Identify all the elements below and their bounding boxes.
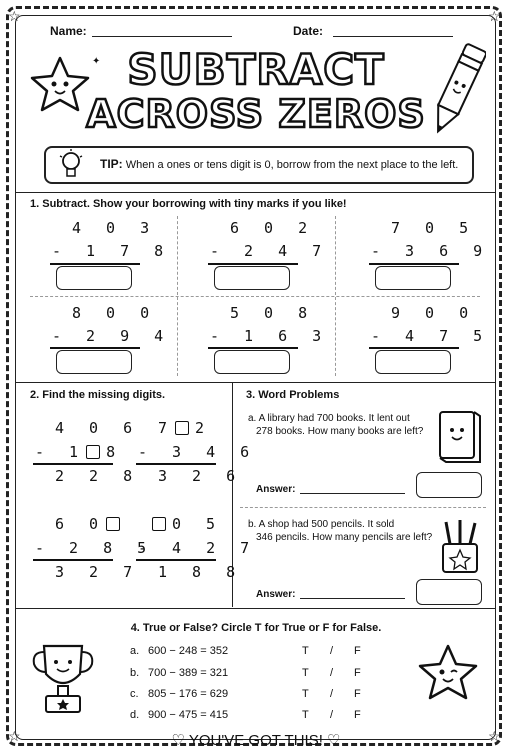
heart-icon: ♡ [327, 732, 341, 749]
true-option[interactable]: T [302, 667, 309, 679]
word-problem-b-line1: b. A shop had 500 pencils. It sold [248, 519, 395, 530]
tf-label: d. [130, 709, 140, 721]
problem-bottom: - 3 6 9 [371, 242, 491, 260]
false-option[interactable]: F [354, 667, 361, 679]
answer-box[interactable] [375, 350, 451, 374]
answer-rule [136, 559, 216, 561]
problem-top: 4 0 3 [72, 219, 158, 237]
corner-star-icon: ☆ [8, 8, 21, 24]
answer-rule [369, 347, 459, 349]
missing-bottom: - 1 8 [35, 443, 124, 461]
missing-result: 3 2 6 [158, 467, 244, 485]
true-option[interactable]: T [302, 709, 309, 721]
answer-rule [33, 559, 113, 561]
missing-digit-box[interactable] [86, 445, 100, 459]
problem-bottom: - 2 4 7 [210, 242, 330, 260]
problem-bottom: - 4 7 5 [371, 327, 491, 345]
missing-result: 2 2 8 [55, 467, 141, 485]
problem-bottom: - 2 9 4 [52, 327, 172, 345]
answer-rule [208, 347, 298, 349]
missing-top: 6 0 [55, 515, 126, 533]
answer-box[interactable] [416, 472, 482, 498]
section4-title: 4. True or False? Circle T for True or F for False. [130, 622, 382, 634]
section1-title: 1. Subtract. Show your borrowing with tiny marks if you like! [30, 198, 347, 210]
missing-bottom: - 3 4 6 [138, 443, 258, 461]
word-problem-b-line2: 346 pencils. How many pencils are left? [256, 532, 433, 543]
date-line[interactable] [333, 36, 453, 37]
corner-star-icon: ☆ [488, 8, 501, 24]
section2-title: 2. Find the missing digits. [30, 389, 166, 401]
divider [16, 192, 495, 193]
tip-label: TIP: [100, 157, 123, 171]
tf-equation: 805 − 176 = 629 [148, 688, 229, 700]
answer-box[interactable] [375, 266, 451, 290]
answer-box[interactable] [214, 350, 290, 374]
title-line-1: SUBTRACT [127, 45, 385, 94]
star-character-icon [416, 642, 480, 704]
answer-rule [33, 463, 113, 465]
tf-equation: 600 − 248 = 352 [148, 645, 229, 657]
tf-equation: 700 − 389 = 321 [148, 667, 229, 679]
pencil-cup-icon [438, 518, 484, 576]
section3-title: 3. Word Problems [246, 389, 340, 401]
corner-star-icon: ☆ [488, 728, 501, 744]
pencil-character-icon [430, 42, 486, 140]
problem-bottom: - 1 7 8 [52, 242, 172, 260]
name-line[interactable] [92, 36, 232, 37]
missing-top: 4 0 6 [55, 419, 141, 437]
missing-digit-box[interactable] [175, 421, 189, 435]
false-option[interactable]: F [354, 645, 361, 657]
corner-star-icon: ☆ [8, 728, 21, 744]
lightbulb-icon [58, 148, 84, 182]
problem-top: 8 0 0 [72, 304, 158, 322]
answer-label: Answer: [256, 484, 296, 495]
answer-box[interactable] [416, 579, 482, 605]
problem-top: 5 0 8 [230, 304, 316, 322]
divider [16, 382, 495, 383]
problem-top: 9 0 0 [391, 304, 477, 322]
missing-bottom: - 2 8 5 [35, 539, 155, 557]
tip-body: When a ones or tens digit is 0, borrow from the next place to the left. [125, 159, 459, 171]
trophy-icon [28, 640, 98, 722]
tf-label: c. [130, 688, 139, 700]
answer-rule [208, 263, 298, 265]
heart-icon: ♡ [171, 732, 185, 749]
answer-box[interactable] [56, 350, 132, 374]
footer-text: YOU'VE GOT THIS! [188, 732, 323, 749]
problem-bottom: - 1 6 3 [210, 327, 330, 345]
false-option[interactable]: F [354, 709, 361, 721]
answer-rule [136, 463, 216, 465]
answer-line[interactable] [300, 598, 405, 599]
tip-text [100, 157, 458, 171]
date-label: Date: [293, 24, 324, 38]
answer-box[interactable] [56, 266, 132, 290]
tf-slash: / [330, 688, 334, 700]
true-option[interactable]: T [302, 688, 309, 700]
missing-top: 0 5 [152, 515, 223, 533]
book-character-icon [434, 408, 484, 464]
tf-slash: / [330, 709, 334, 721]
tf-label: a. [130, 645, 140, 657]
missing-result: 1 8 8 [158, 563, 244, 581]
answer-label: Answer: [256, 589, 296, 600]
missing-result: 3 2 7 [55, 563, 141, 581]
tf-equation: 900 − 475 = 415 [148, 709, 229, 721]
word-problem-a-line2: 278 books. How many books are left? [256, 426, 424, 437]
divider [240, 507, 486, 508]
missing-top: 7 2 [158, 419, 213, 437]
tf-label: b. [130, 667, 140, 679]
answer-rule [50, 263, 140, 265]
name-label: Name: [50, 24, 87, 38]
divider [16, 608, 495, 609]
missing-digit-box[interactable] [152, 517, 166, 531]
title-line-2: ACROSS ZEROS [86, 92, 426, 136]
answer-rule [50, 347, 140, 349]
footer [0, 731, 512, 749]
missing-bottom: - 4 2 7 [138, 539, 258, 557]
false-option[interactable]: F [354, 688, 361, 700]
tf-slash: / [330, 645, 334, 657]
answer-line[interactable] [300, 493, 405, 494]
answer-box[interactable] [214, 266, 290, 290]
grid-divider [30, 296, 480, 297]
problem-top: 6 0 2 [230, 219, 316, 237]
answer-rule [369, 263, 459, 265]
sparkle-icon: ✦ [92, 56, 101, 67]
missing-digit-box[interactable] [106, 517, 120, 531]
true-option[interactable]: T [302, 645, 309, 657]
star-character-icon [28, 54, 92, 114]
tf-slash: / [330, 667, 334, 679]
word-problem-a-line1: a. A library had 700 books. It lent out [248, 413, 410, 424]
problem-top: 7 0 5 [391, 219, 477, 237]
